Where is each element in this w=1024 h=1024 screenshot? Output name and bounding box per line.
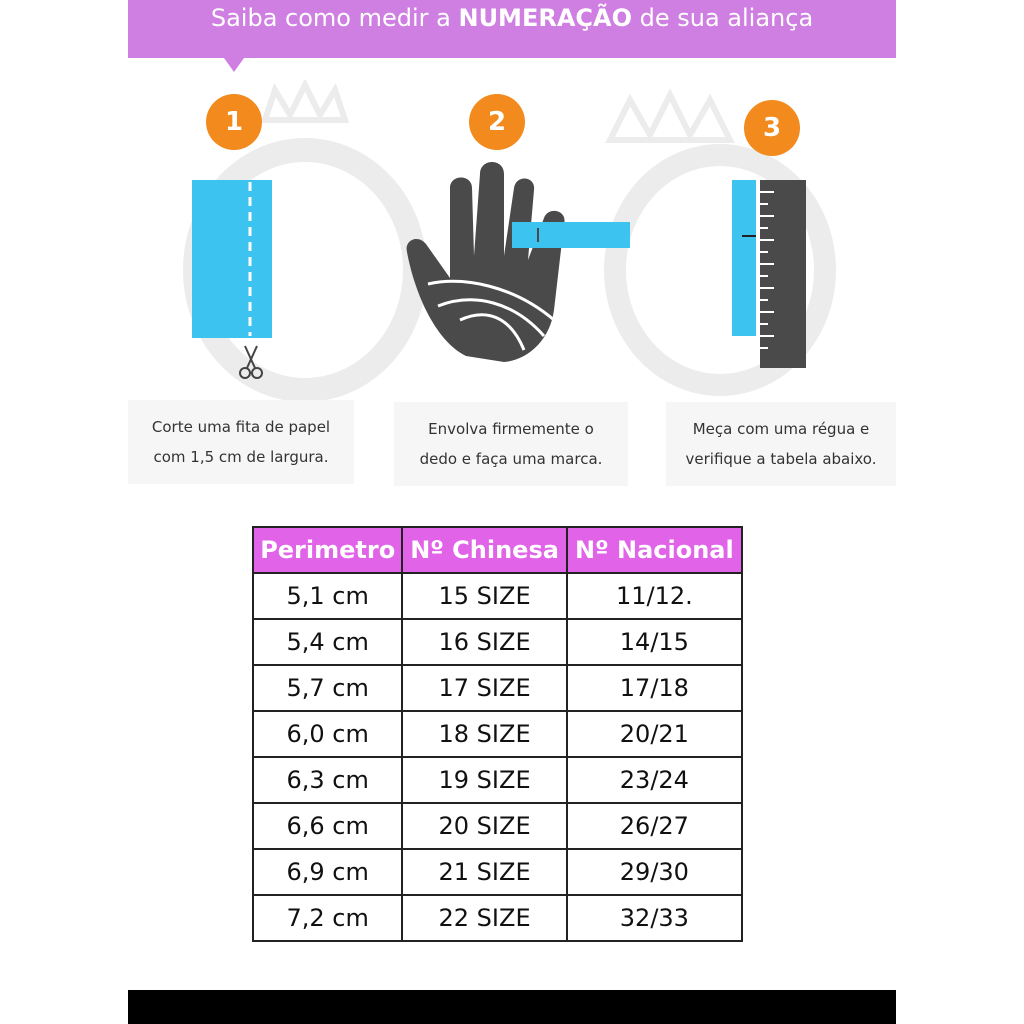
step-2-caption-line-1: Envolva firmemente o <box>428 420 594 438</box>
cell-perimetro: 5,4 cm <box>253 619 402 665</box>
title-suffix: de sua aliança <box>631 4 814 32</box>
cell-chinesa: 21 SIZE <box>402 849 566 895</box>
cell-nacional: 29/30 <box>567 849 742 895</box>
cell-nacional: 26/27 <box>567 803 742 849</box>
cell-chinesa: 17 SIZE <box>402 665 566 711</box>
cell-nacional: 32/33 <box>567 895 742 941</box>
cell-perimetro: 5,7 cm <box>253 665 402 711</box>
bottom-bar <box>128 990 896 1024</box>
cell-perimetro: 6,6 cm <box>253 803 402 849</box>
cell-chinesa: 20 SIZE <box>402 803 566 849</box>
cell-chinesa: 18 SIZE <box>402 711 566 757</box>
cell-nacional: 17/18 <box>567 665 742 711</box>
table-row <box>253 619 742 665</box>
size-table <box>252 526 743 942</box>
table-row <box>253 573 742 619</box>
step-1-badge: 1 <box>206 94 262 150</box>
cell-perimetro: 7,2 cm <box>253 895 402 941</box>
step-1-caption-line-1: Corte uma fita de papel <box>151 418 331 436</box>
column-header-chinesa: Nº Chinesa <box>402 527 566 573</box>
header-banner <box>128 0 896 58</box>
table-row <box>253 895 742 941</box>
step-2-caption-line-2: dedo e faça uma marca. <box>419 450 603 468</box>
step-2-badge: 2 <box>469 94 525 150</box>
table-header-row <box>253 527 742 573</box>
cell-nacional: 14/15 <box>567 619 742 665</box>
column-header-perimetro: Perimetro <box>253 527 402 573</box>
page-title <box>128 4 896 32</box>
step-3-caption-line-1: Meça com uma régua e <box>692 420 870 438</box>
step-2-caption <box>394 402 628 486</box>
table-row <box>253 803 742 849</box>
table-row <box>253 665 742 711</box>
cell-perimetro: 6,9 cm <box>253 849 402 895</box>
cell-perimetro: 6,3 cm <box>253 757 402 803</box>
cell-chinesa: 19 SIZE <box>402 757 566 803</box>
scissors-icon <box>236 344 266 380</box>
banner-pointer <box>224 58 244 72</box>
step-1-caption <box>128 400 354 484</box>
table-row <box>253 711 742 757</box>
step-3-caption-line-2: verifique a tabela abaixo. <box>685 450 877 468</box>
cell-nacional: 20/21 <box>567 711 742 757</box>
table-row <box>253 849 742 895</box>
step-3-caption <box>666 402 896 486</box>
table-row <box>253 757 742 803</box>
title-bold: NUMERAÇÃO <box>458 4 632 32</box>
cell-chinesa: 15 SIZE <box>402 573 566 619</box>
cell-chinesa: 16 SIZE <box>402 619 566 665</box>
title-prefix: Saiba como medir a <box>210 4 459 32</box>
cell-chinesa: 22 SIZE <box>402 895 566 941</box>
cell-nacional: 23/24 <box>567 757 742 803</box>
paper-strip-icon <box>190 178 274 340</box>
cell-nacional: 11/12. <box>567 573 742 619</box>
cell-perimetro: 6,0 cm <box>253 711 402 757</box>
step-3-badge: 3 <box>744 100 800 156</box>
cell-perimetro: 5,1 cm <box>253 573 402 619</box>
ruler-icon <box>730 178 808 370</box>
hand-icon <box>404 160 630 370</box>
column-header-nacional: Nº Nacional <box>567 527 742 573</box>
step-1-caption-line-2: com 1,5 cm de largura. <box>153 448 329 466</box>
